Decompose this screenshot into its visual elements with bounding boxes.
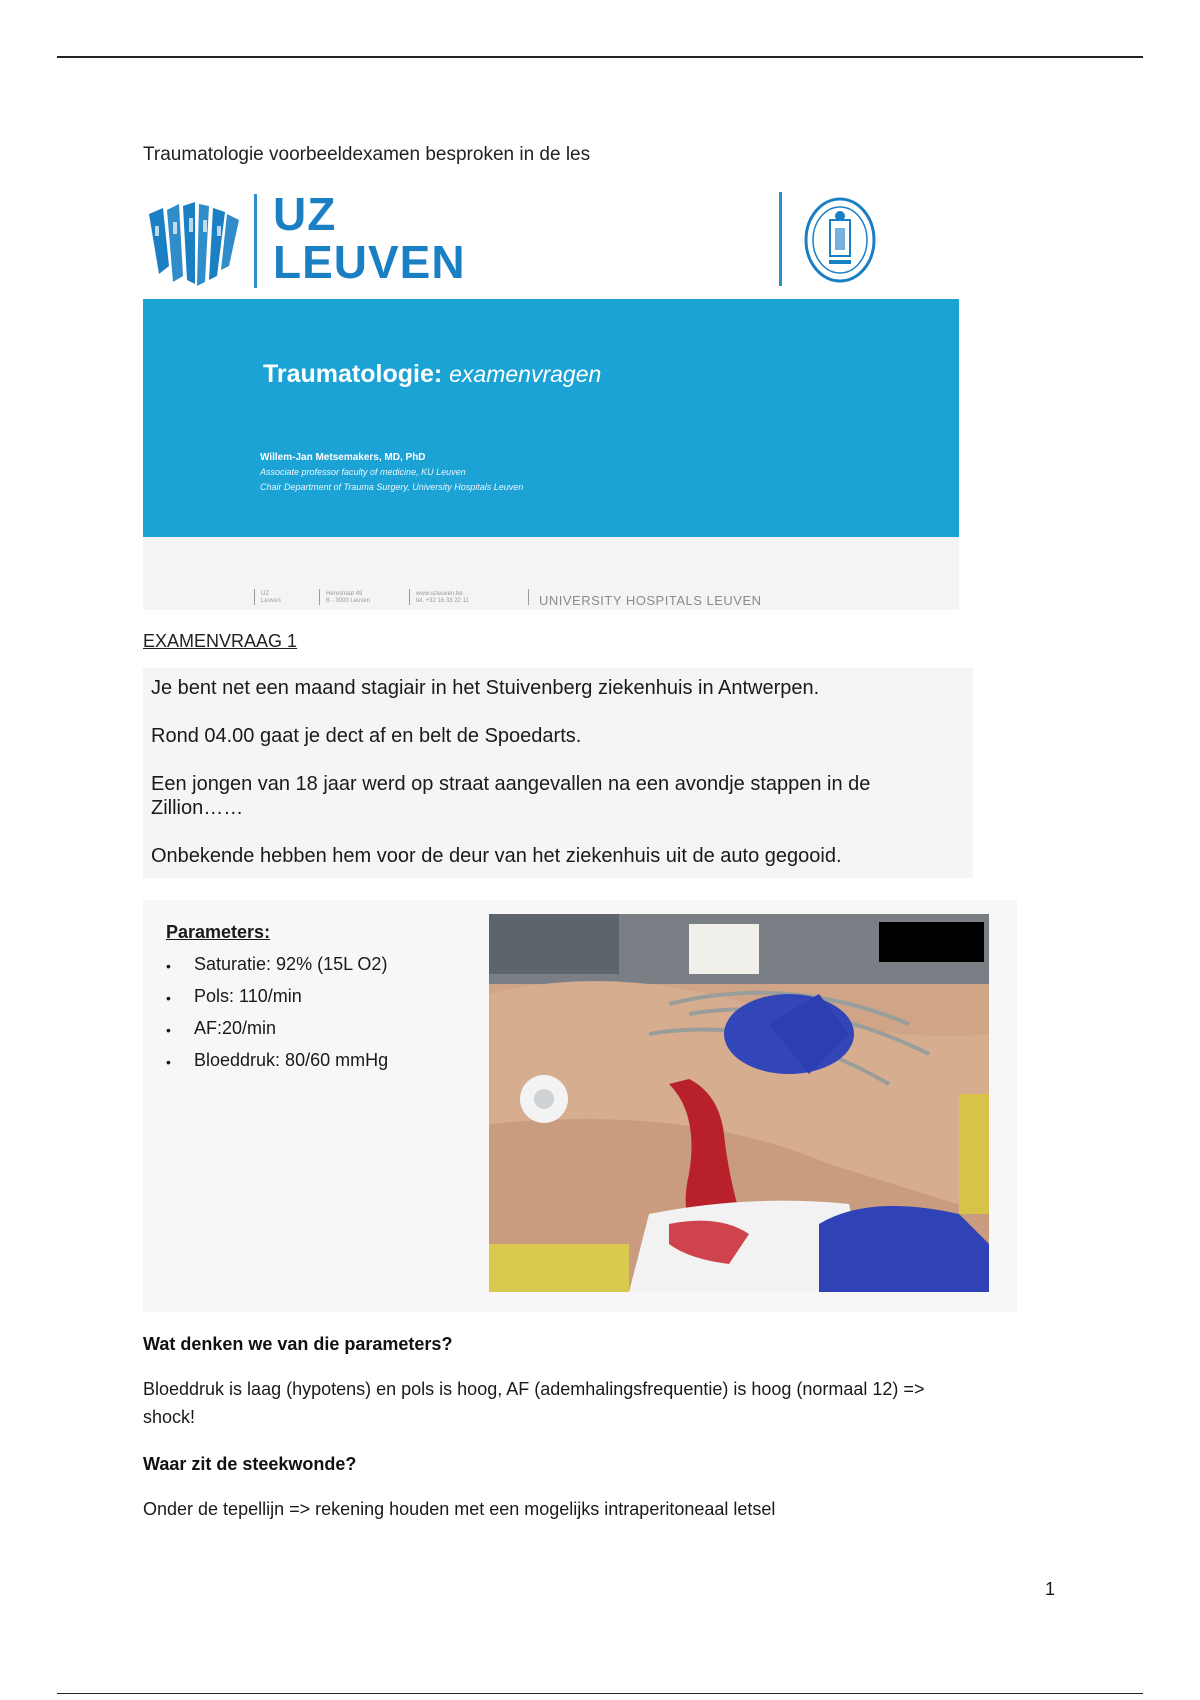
bottom-rule bbox=[57, 1693, 1143, 1694]
parameters-title: Parameters: bbox=[166, 922, 271, 942]
footer-tick bbox=[319, 589, 320, 605]
question-1: Wat denken we van die parameters? bbox=[143, 1334, 453, 1354]
case-line-1: Je bent net een maand stagiair in het Stuivenberg ziekenhuis in Antwerpen. bbox=[151, 677, 820, 699]
footer-text: Herestraat 49 bbox=[326, 591, 363, 597]
uz-leuven-logo-icon bbox=[143, 196, 243, 291]
case-line-2: Rond 04.00 gaat je dect af en belt de Spoedarts. bbox=[151, 725, 582, 747]
section-title: EXAMENVRAAG 1 bbox=[143, 631, 298, 651]
answer-2: Onder de tepellijn => rekening houden met een mogelijks intraperitoneaal letsel bbox=[143, 1499, 776, 1519]
bullet-icon: • bbox=[166, 958, 171, 974]
slide-affiliation-2: Chair Department of Trauma Surgery, University Hospitals Leuven bbox=[260, 482, 524, 492]
footer-text: www.uzleuven.be bbox=[416, 591, 463, 597]
logo-text-leuven: LEUVEN bbox=[273, 236, 466, 288]
bullet-icon: • bbox=[166, 1054, 171, 1070]
footer-brand: UNIVERSITY HOSPITALS LEUVEN bbox=[539, 593, 762, 608]
footer-text: Leuven bbox=[261, 598, 281, 604]
case-line-3a: Een jongen van 18 jaar werd op straat aangevallen na een avondje stappen in de bbox=[151, 773, 871, 795]
footer-text: tel. +32 16 33 22 11 bbox=[416, 598, 469, 604]
slide-author: Willem-Jan Metsemakers, MD, PhD bbox=[260, 452, 426, 463]
logo-text-uz: UZ bbox=[273, 188, 337, 240]
slide-header bbox=[143, 184, 959, 299]
slide-blue-band bbox=[143, 299, 959, 537]
case-line-4: Onbekende hebben hem voor de deur van het ziekenhuis uit de auto gegooid. bbox=[151, 845, 842, 867]
page-number: 1 bbox=[1045, 1579, 1056, 1599]
footer-col-2 bbox=[326, 591, 370, 605]
parameter-item: Bloeddruk: 80/60 mmHg bbox=[194, 1050, 389, 1070]
question-2: Waar zit de steekwonde? bbox=[143, 1454, 357, 1474]
answer-1-line-2: shock! bbox=[143, 1407, 196, 1427]
case-description bbox=[143, 668, 973, 878]
bullet-icon: • bbox=[166, 990, 171, 1006]
footer-col-1 bbox=[261, 591, 281, 605]
slide-heading-bold: Traumatologie: bbox=[263, 360, 443, 388]
bullet-icon: • bbox=[166, 1022, 171, 1038]
parameter-item: Saturatie: 92% (15L O2) bbox=[194, 954, 388, 974]
slide-heading bbox=[263, 360, 601, 389]
footer-text: UZ bbox=[261, 591, 269, 597]
ku-leuven-seal-icon bbox=[803, 196, 877, 284]
answer-1-line-1: Bloeddruk is laag (hypotens) en pols is hoog, AF (ademhalingsfrequentie) is hoog (normaal 12) => bbox=[143, 1379, 925, 1399]
parameter-item: Pols: 110/min bbox=[194, 986, 302, 1006]
document-title: Traumatologie voorbeeldexamen besproken in de les bbox=[143, 144, 591, 165]
case-line-3b: Zillion…… bbox=[151, 797, 244, 819]
slide-affiliation-1: Associate professor faculty of medicine, KU Leuven bbox=[260, 467, 466, 477]
parameter-item: AF:20/min bbox=[194, 1018, 277, 1038]
title-slide-image bbox=[143, 184, 959, 610]
footer-tick bbox=[528, 589, 529, 605]
stab-wound-photo bbox=[489, 914, 989, 1292]
footer-tick bbox=[409, 589, 410, 605]
footer-text: B - 3000 Leuven bbox=[326, 598, 371, 604]
footer-col-3 bbox=[416, 591, 469, 605]
top-rule bbox=[57, 56, 1143, 58]
logo-divider bbox=[254, 194, 257, 288]
seal-divider bbox=[779, 192, 782, 286]
slide-heading-italic: examenvragen bbox=[449, 361, 602, 387]
footer-tick bbox=[254, 589, 255, 605]
